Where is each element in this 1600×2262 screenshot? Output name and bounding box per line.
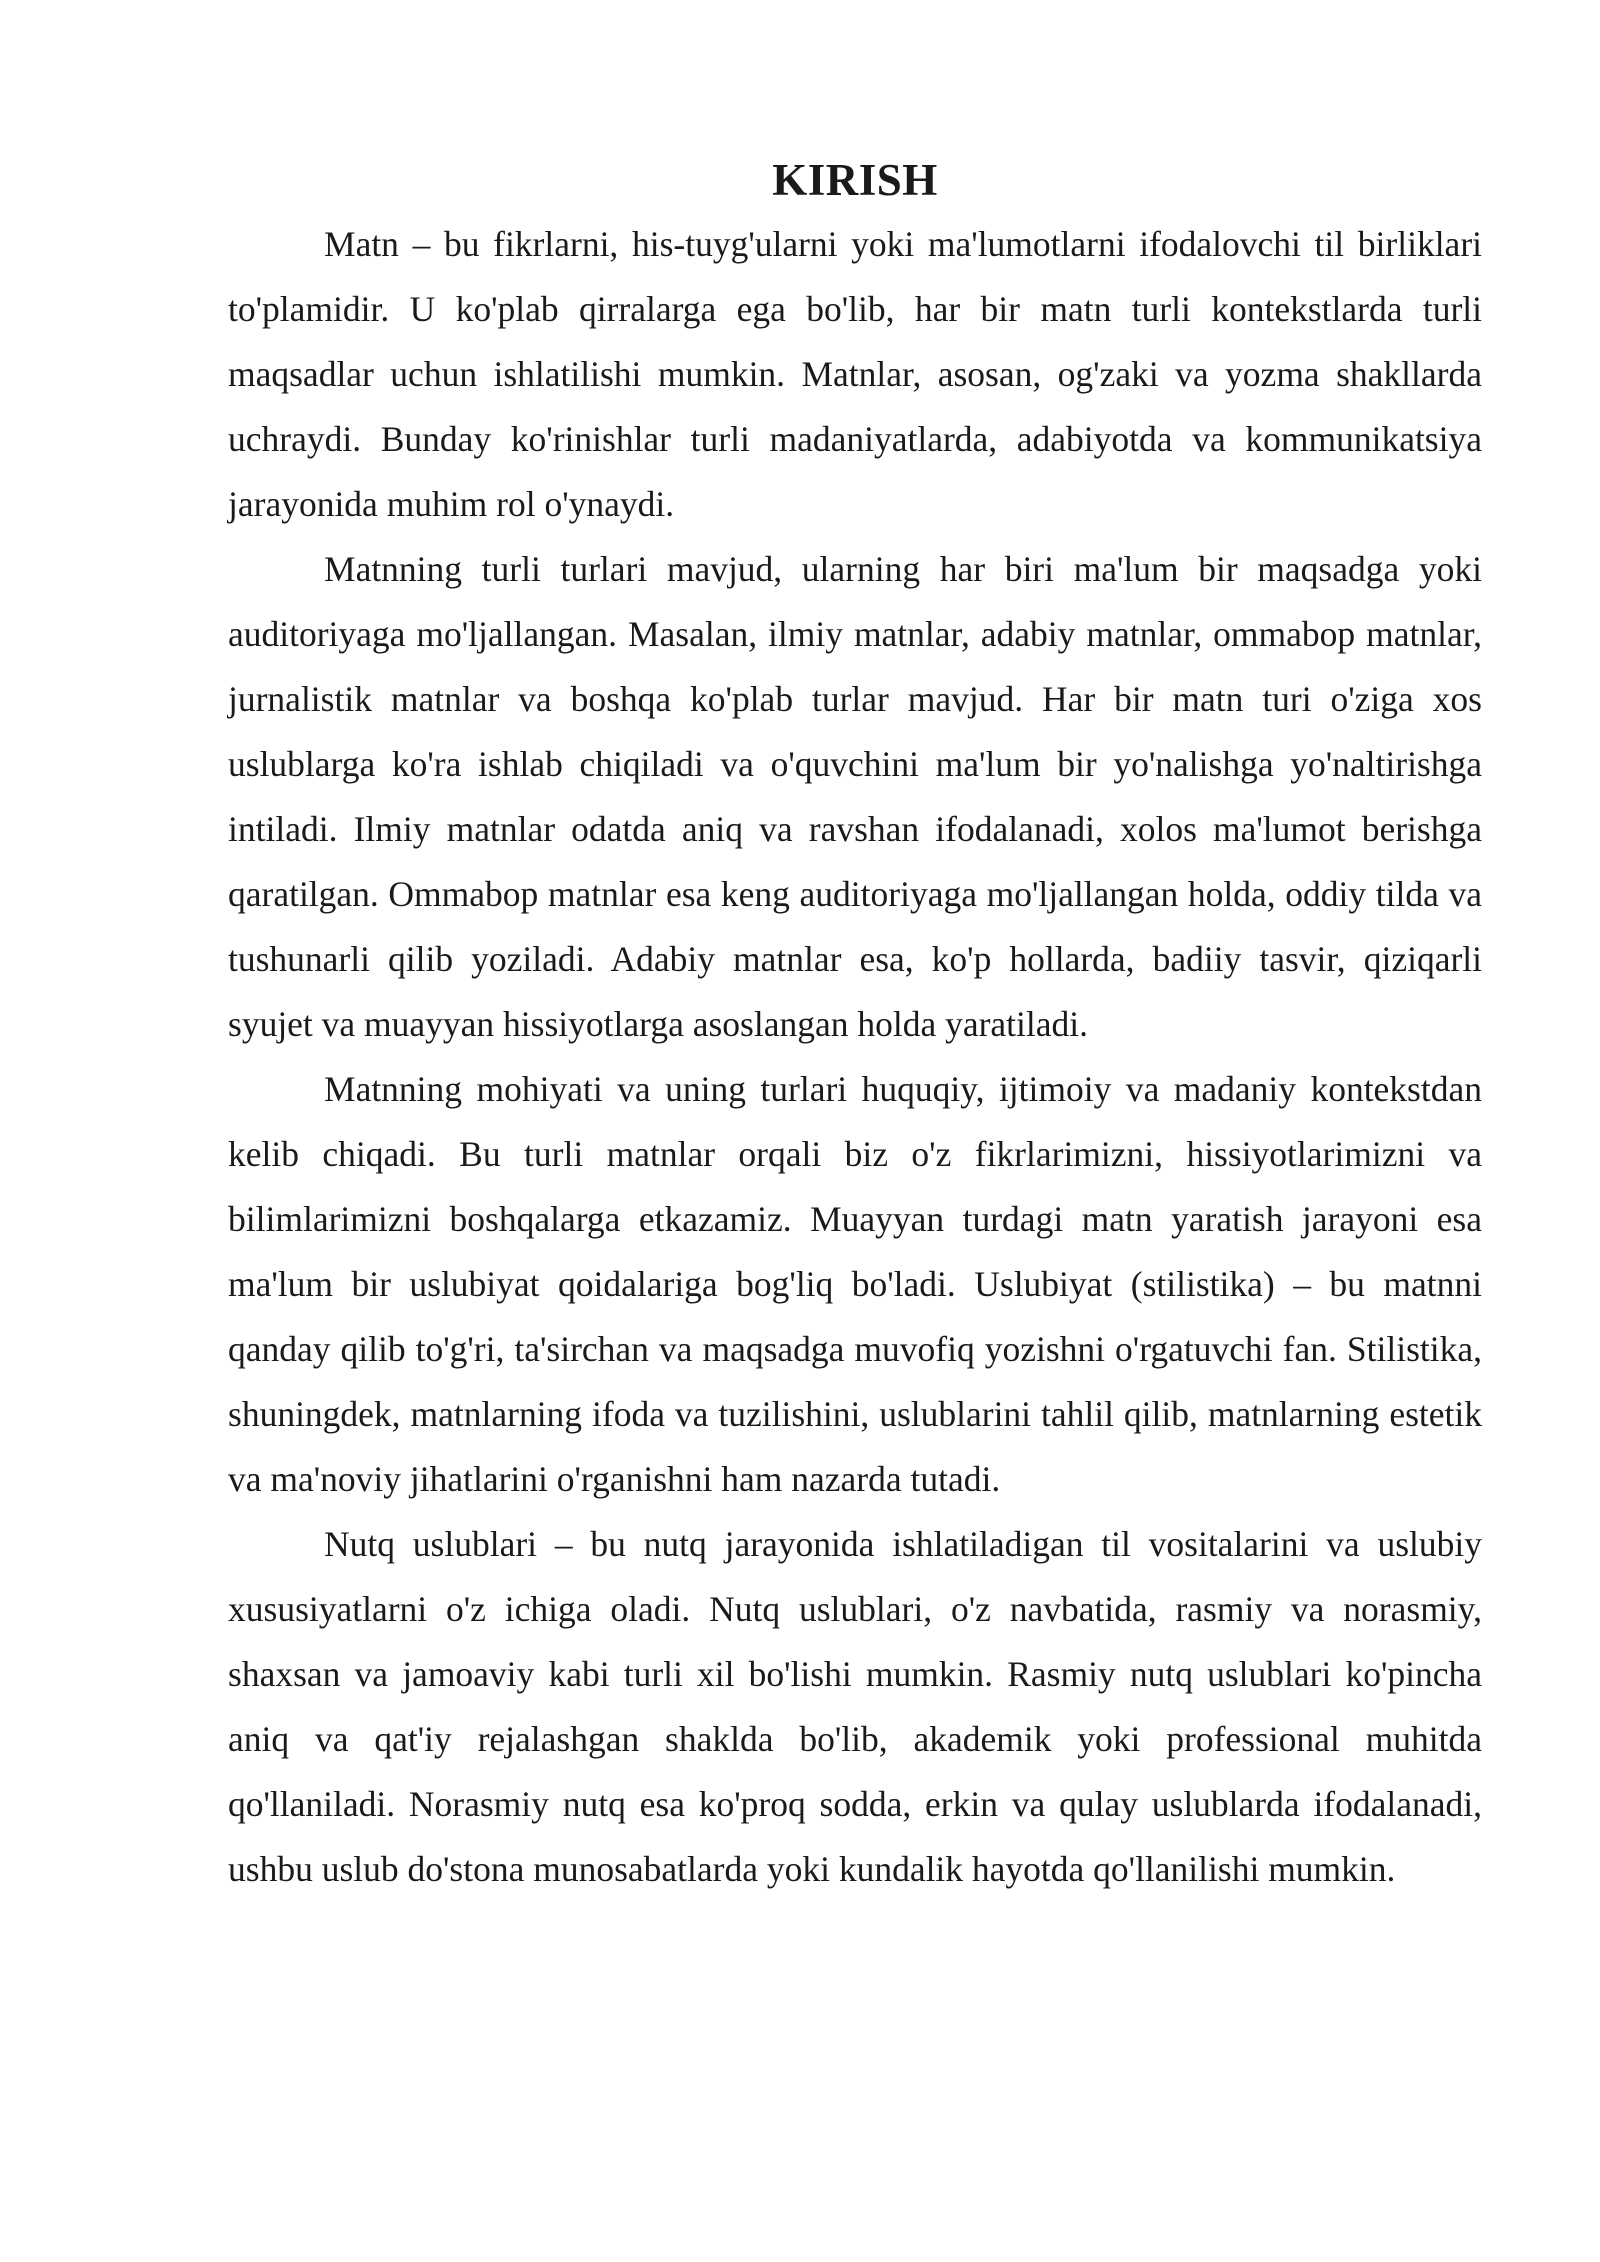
page-title: KIRISH <box>772 155 938 205</box>
paragraph-4: Nutq uslublari – bu nutq jarayonida ishlatiladigan til vositalarini va uslubiy xususiyatlarni o'z ichiga oladi. Nutq uslublari, o'z navbatida, rasmiy va norasmiy, shaxsan va jamoaviy kabi turli xil bo'lishi mumkin. Rasmiy nutq uslublari ko'pincha aniq va qat'iy rejalashgan shaklda bo'lib, akademik yoki professional muhitda qo'llaniladi. Norasmiy nutq esa ko'proq sodda, erkin va qulay uslublarda ifodalanadi, ushbu uslub do'stona munosabatlarda yoki kundalik hayotda qo'llanilishi mumkin. <box>228 1524 1482 1889</box>
paragraph-1: Matn – bu fikrlarni, his-tuyg'ularni yoki ma'lumotlarni ifodalovchi til birliklari to'plamidir. U ko'plab qirralarga ega bo'lib, har bir matn turli kontekstlarda turli maqsadlar uchun ishlatilishi mumkin. Matnlar, asosan, og'zaki va yozma shakllarda uchraydi. Bunday ko'rinishlar turli madaniyatlarda, adabiyotda va kommunikatsiya jarayonida muhim rol o'ynaydi. <box>228 224 1482 524</box>
paragraph-3: Matnning mohiyati va uning turlari huquqiy, ijtimoiy va madaniy kontekstdan kelib chiqadi. Bu turli matnlar orqali biz o'z fikrlarimizni, hissiyotlarimizni va bilimlarimizni boshqalarga etkazamiz. Muayyan turdagi matn yaratish jarayoni esa ma'lum bir uslubiyat qoidalariga bog'liq bo'ladi. Uslubiyat (stilistika) – bu matnni qanday qilib to'g'ri, ta'sirchan va maqsadga muvofiq yozishni o'rgatuvchi fan. Stilistika, shuningdek, matnlarning ifoda va tuzilishini, uslublarini tahlil qilib, matnlarning estetik va ma'noviy jihatlarini o'rganishni ham nazarda tutadi. <box>228 1069 1482 1499</box>
paragraph-2: Matnning turli turlari mavjud, ularning har biri ma'lum bir maqsadga yoki auditoriyaga mo'ljallangan. Masalan, ilmiy matnlar, adabiy matnlar, ommabop matnlar, jurnalistik matnlar va boshqa ko'plab turlar mavjud. Har bir matn turi o'ziga xos uslublarga ko'ra ishlab chiqiladi va o'quvchini ma'lum bir yo'nalishga yo'naltirishga intiladi. Ilmiy matnlar odatda aniq va ravshan ifodalanadi, xolos ma'lumot berishga qaratilgan. Ommabop matnlar esa keng auditoriyaga mo'ljallangan holda, oddiy tilda va tushunarli qilib yoziladi. Adabiy matnlar esa, ko'p hollarda, badiiy tasvir, qiziqarli syujet va muayyan hissiyotlarga asoslangan holda yaratiladi. <box>228 549 1482 1044</box>
document-body <box>228 148 1482 1902</box>
